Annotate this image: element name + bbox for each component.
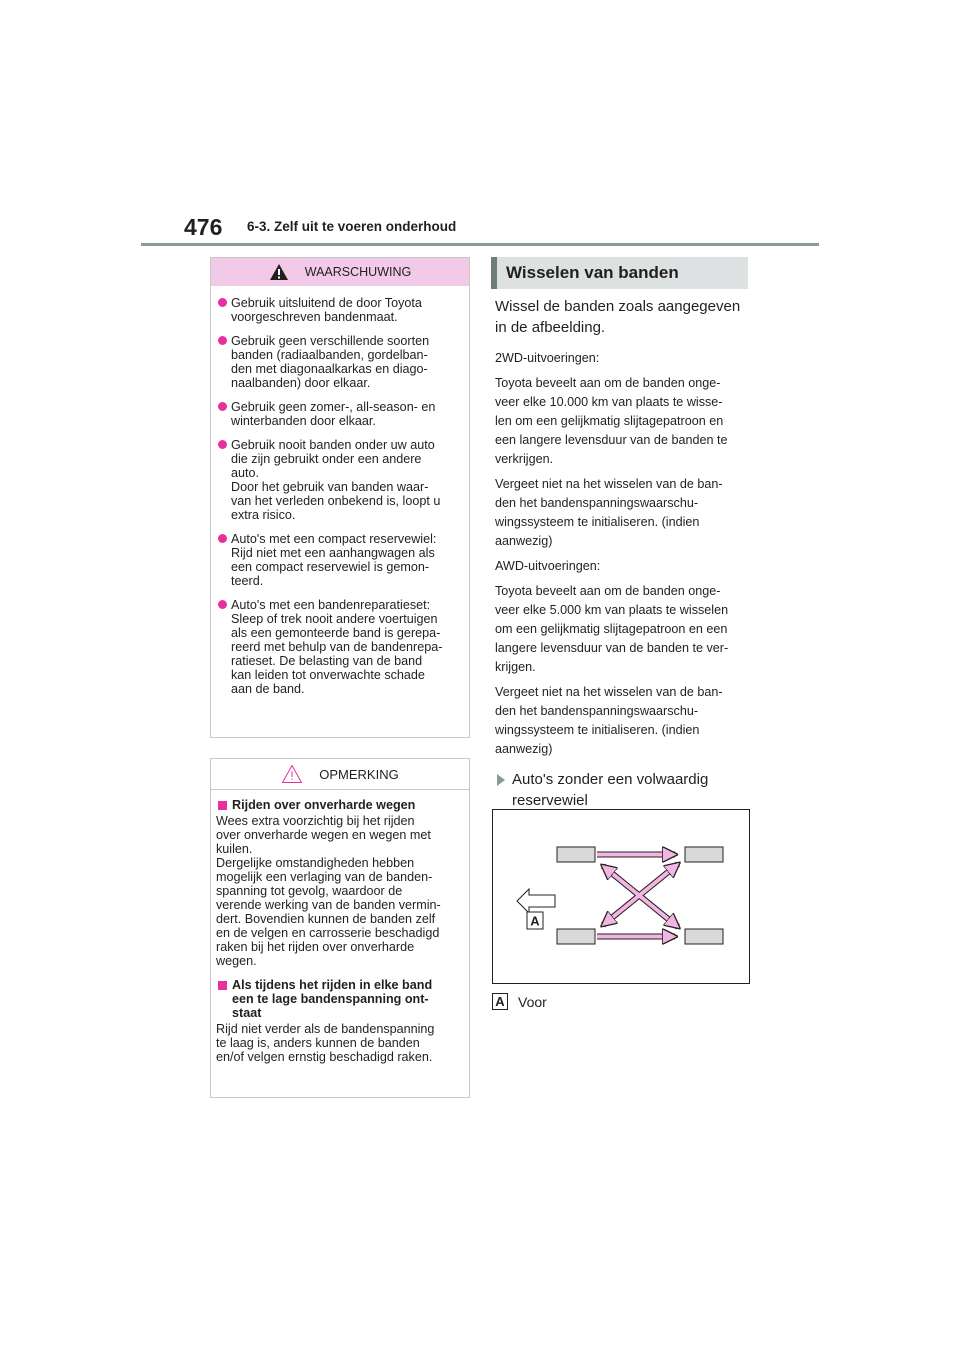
note-heading: Rijden over onverharde wegen: [216, 798, 463, 812]
tire-rotation-diagram: [492, 809, 750, 984]
warning-item: Auto's met een compact reservewiel: Rijd niet met een aanhangwagen als een compact reservewiel is gemon- teerd.: [216, 532, 463, 588]
figure-label: A: [530, 913, 540, 929]
paragraph: Toyota beveelt aan om de banden onge- veer elke 10.000 km van plaats te wisse- len om een gelijkmatig slijtagepatroon en een langere levensduur van de banden te verkrijgen.: [495, 376, 728, 466]
note-box: [210, 758, 470, 1098]
warning-item: Gebruik geen zomer-, all-season- en winterbanden door elkaar.: [216, 400, 463, 428]
paragraph: Vergeet niet na het wisselen van de ban- den het bandenspanningswaarschu- wingssysteem te initialiseren. (indien aanwezig): [495, 685, 723, 756]
bullet-dot: [218, 534, 227, 543]
front-direction-arrow: [517, 889, 555, 913]
bullet-dot: [218, 600, 227, 609]
legend-text: Voor: [518, 993, 547, 1010]
bullet-dot: [218, 402, 227, 411]
warning-item: Gebruik uitsluitend de door Toyota voorgeschreven bandenmaat.: [216, 296, 463, 324]
page-number: 476: [184, 214, 223, 240]
paragraph: Vergeet niet na het wisselen van de ban- den het bandenspanningswaarschu- wingssysteem te initialiseren. (indien aanwezig): [495, 477, 723, 548]
rotation-title: Wisselen van banden: [491, 257, 748, 289]
paragraph: Toyota beveelt aan om de banden onge- veer elke 5.000 km van plaats te wisselen om een gelijkmatig slijtagepatroon en een langere levensduur van de banden te ver- krijgen.: [495, 584, 729, 674]
tire-front-right: [685, 847, 723, 862]
square-bullet: [218, 981, 227, 990]
rotation-content: [495, 296, 750, 811]
bullet-dot: [218, 440, 227, 449]
legend-label: A: [492, 993, 508, 1010]
note-title: OPMERKING: [319, 766, 399, 782]
warning-icon: [269, 263, 289, 281]
subheading: Auto's zonder een volwaardig reservewiel: [495, 769, 750, 811]
tire-rear-right: [685, 929, 723, 944]
square-bullet: [218, 801, 227, 810]
warning-header: [211, 258, 469, 286]
paragraph: 2WD-uitvoeringen:: [495, 351, 600, 365]
warning-item: Gebruik nooit banden onder uw auto die zijn gebruikt onder een andere auto. Door het gebruik van banden waar- van het verleden onbekend is, loopt u extra risico.: [216, 438, 463, 522]
bullet-dot: [218, 298, 227, 307]
warning-item: Gebruik geen verschillende soorten banden (radiaalbanden, gordelban- den met diagonaalkarkas en diago- naalbanden) door elkaar.: [216, 334, 463, 390]
note-paragraph: Rijd niet verder als de bandenspanning te laag is, anders kunnen de banden en/of velgen ernstig beschadigd raken.: [216, 1022, 435, 1064]
rotation-intro: Wissel de banden zoals aangegeven in de afbeelding.: [495, 298, 741, 336]
triangle-bullet: [497, 774, 505, 786]
paragraph: AWD-uitvoeringen:: [495, 559, 601, 573]
header-divider: [141, 243, 819, 246]
note-heading: Als tijdens het rijden in elke band een te lage bandenspanning ont- staat: [216, 978, 463, 1020]
tire-rear-left: [557, 929, 595, 944]
warning-item: Auto's met een bandenreparatieset: Sleep of trek nooit andere voertuigen als een gemonteerde band is gerepa- reerd met behulp van de bandenrepa- ratieset. De belasting van de band kan leiden tot onverwachte schade aan de band.: [216, 598, 463, 696]
tire-front-left: [557, 847, 595, 862]
warning-title: WAARSCHUWING: [304, 265, 412, 279]
note-paragraph: Wees extra voorzichtig bij het rijden over onverharde wegen en wegen met kuilen. Dergelijke omstandigheden hebben mogelijk een verlaging van de banden- spanning tot gevolg, waardoor de verende werking van de banden vermin- dert. Bovendien kunnen de banden zelf en de velgen en carrosserie beschadigd raken bij het rijden over onverharde wegen.: [216, 814, 441, 968]
section-title: 6-3. Zelf uit te voeren onderhoud: [247, 219, 457, 234]
warning-box: [210, 257, 470, 738]
note-header: [211, 759, 469, 790]
bullet-dot: [218, 336, 227, 345]
caution-outline-icon: [281, 764, 303, 784]
figure-legend: [492, 993, 547, 1010]
